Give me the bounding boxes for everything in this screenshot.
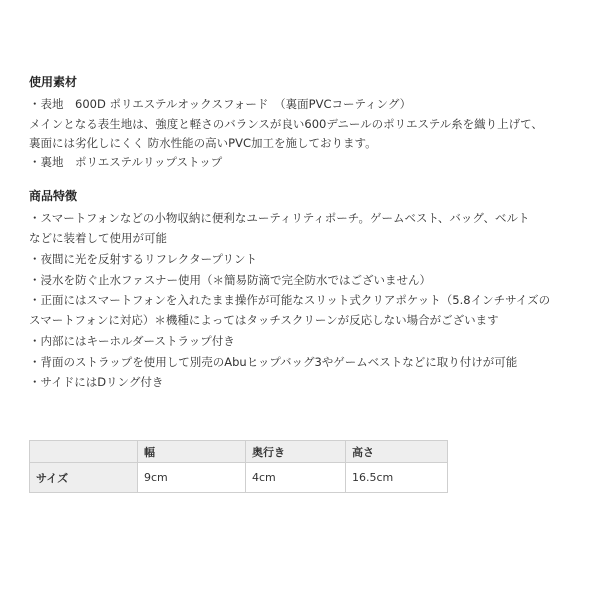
features-line: ・背面のストラップを使用して別売のAbuヒップバッグ3やゲームベストなどに取り付けが可能 [29, 355, 518, 369]
materials-line: ・表地 600D ポリエステルオックスフォード （裏面PVCコーティング） [29, 97, 412, 111]
materials-line: ・裏地 ポリエステルリップストップ [29, 155, 223, 169]
size-table-header-depth: 奥行き [246, 441, 346, 463]
features-line: などに装着して使用が可能 [29, 231, 167, 245]
materials-title: 使用素材 [29, 75, 78, 89]
size-table-header-empty [30, 441, 138, 463]
size-table-header-row [30, 441, 448, 463]
size-table-header-width: 幅 [138, 441, 246, 463]
materials-line: メインとなる表生地は、強度と軽さのバランスが良い600デニールのポリエステル糸を織り上げて、 [29, 117, 543, 131]
features-line: ・スマートフォンなどの小物収納に便利なユーティリティポーチ。ゲームベスト、バッグ、ベルト [29, 211, 530, 225]
size-table [29, 440, 448, 493]
size-table-depth-value: 4cm [246, 463, 346, 493]
size-table-height-value: 16.5cm [346, 463, 448, 493]
materials-line: 裏面には劣化しにくく 防水性能の高いPVC加工を施しております。 [29, 136, 377, 150]
features-title: 商品特徴 [29, 189, 78, 203]
size-table-width-value: 9cm [138, 463, 246, 493]
features-line: ・夜間に光を反射するリフレクタープリント [29, 252, 258, 266]
features-line: ・浸水を防ぐ止水ファスナー使用（＊簡易防滴で完全防水ではございません） [29, 273, 432, 287]
features-line: ・正面にはスマートフォンを入れたまま操作が可能なスリット式クリアポケット（5.8インチサイズの [29, 293, 551, 307]
size-table-row-label: サイズ [30, 463, 138, 493]
size-table-header-height: 高さ [346, 441, 448, 463]
features-line: ・内部にはキーホルダーストラップ付き [29, 334, 235, 348]
features-line: ・サイドにはDリング付き [29, 375, 164, 389]
table-row [30, 463, 448, 493]
features-line: スマートフォンに対応）＊機種によってはタッチスクリーンが反応しない場合がございます [29, 313, 499, 327]
